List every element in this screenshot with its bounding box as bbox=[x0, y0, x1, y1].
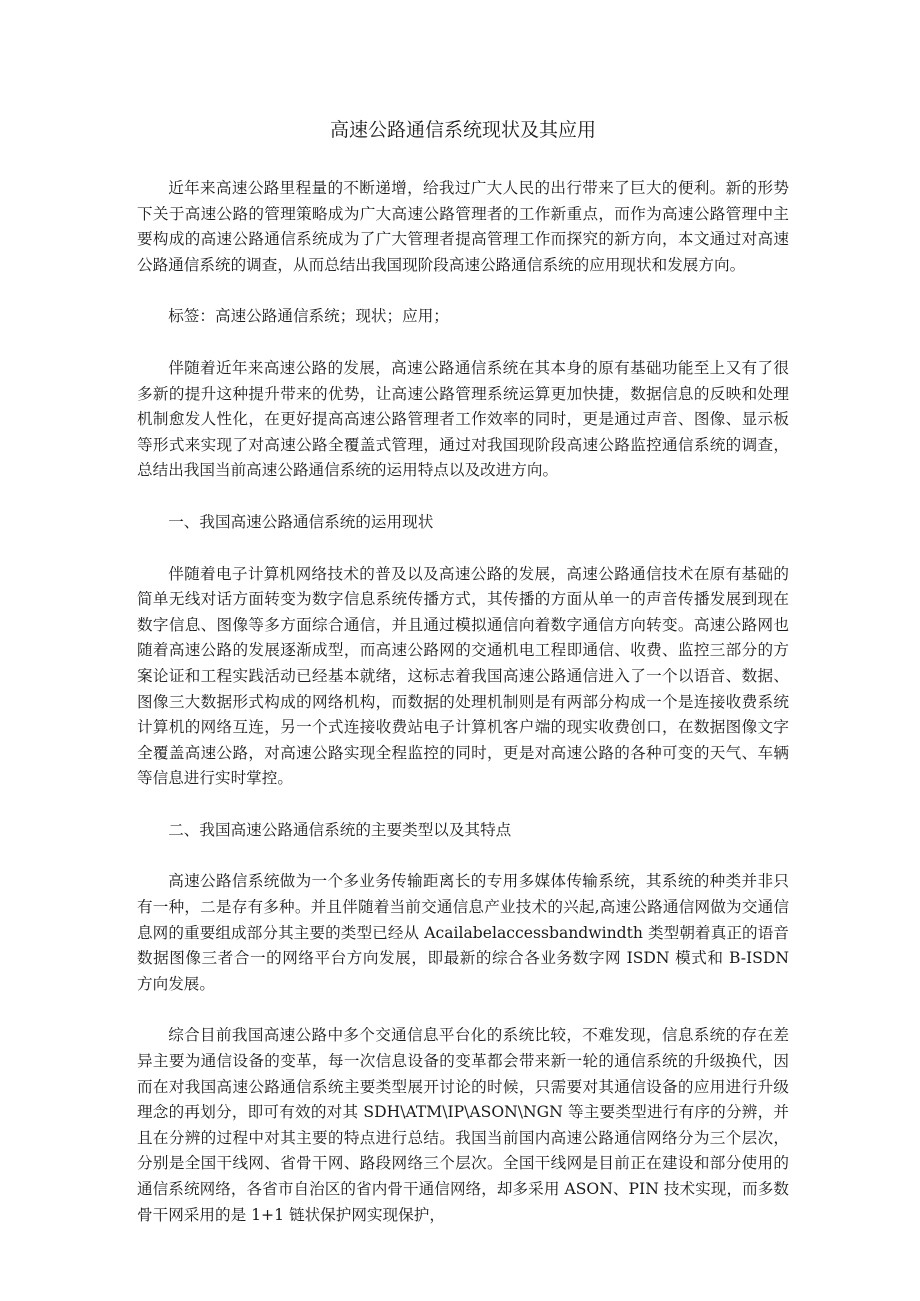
abstract-paragraph: 近年来高速公路里程量的不断递增，给我过广大人民的出行带来了巨大的便利。新的形势下关于高速公路的管理策略成为广大高速公路管理者的工作新重点，而作为高速公路管理中主要构成的高速公路通信系统成为了广大管理者提高管理工作而探究的新方向，本文通过对高速公路通信系统的调查，从而总结出我国现阶段高速公路通信系统的应用现状和发展方向。 bbox=[137, 179, 789, 274]
section1-paragraph: 伴随着电子计算机网络技术的普及以及高速公路的发展，高速公路通信技术在原有基础的简单无线对话方面转变为数字信息系统传播方式，其传播的方面从单一的声音传播发展到现在数字信息、图像等多方面综合通信，并且通过模拟通信向着数字通信方向转变。高速公路网也随着高速公路的发展逐渐成型，而高速公路网的交通机电工程即通信、收费、监控三部分的方案论证和工程实践活动已经基本就绪，这标志着我国高速公路通信进入了一个以语音、数据、图像三大数据形式构成的网络机构，而数据的处理机制则是有两部分构成一个是连接收费系统计算机的网络互连，另一个式连接收费站电子计算机客户端的现实收费创口，在数据图像文字全覆盖高速公路，对高速公路实现全程监控的同时，更是对高速公路的各种可变的天气、车辆等信息进行实时掌控。 bbox=[137, 564, 789, 788]
section1-heading: 一、我国高速公路通信系统的运用现状 bbox=[168, 512, 434, 531]
document-title: 高速公路通信系统现状及其应用 bbox=[329, 119, 596, 141]
keywords-line: 标签：高速公路通信系统；现状；应用； bbox=[168, 307, 449, 326]
section2-heading: 二、我国高速公路通信系统的主要类型以及其特点 bbox=[168, 820, 512, 839]
section2-paragraph-2: 综合目前我国高速公路中多个交通信息平台化的系统比较，不难发现，信息系统的存在差异主要为通信设备的变革，每一次信息设备的变革都会带来新一轮的通信系统的升级换代，因而在对我国高速公路通信系统主要类型展开讨论的时候，只需要对其通信设备的应用进行升级理念的再划分，即可有效的对其 SDH\ATM\IP\ASON\NGN 等主要类型进行有序的分辨，并且在分辨的过程中对其主要的特点进行总结。我国当前国内高速公路通信网络分为三个层次，分别是全国干线网、省骨干网、路段网络三个层次。全国干线网是目前正在建设和部分使用的通信系统网络，各省市自治区的省内骨干通信网络，却多采用 ASON、PIN 技术实现，而多数骨干网采用的是 1+1 链状保护网实现保护， bbox=[137, 1026, 789, 1224]
intro-paragraph: 伴随着近年来高速公路的发展，高速公路通信系统在其本身的原有基础功能至上又有了很多新的提升这种提升带来的优势，让高速公路管理系统运算更加快捷，数据信息的反映和处理机制愈发人性化，在更好提高高速公路管理者工作效率的同时，更是通过声音、图像、显示板等形式来实现了对高速公路全覆盖式管理，通过对我国现阶段高速公路监控通信系统的调查，总结出我国当前高速公路通信系统的运用特点以及改进方向。 bbox=[137, 358, 789, 480]
section2-paragraph-1: 高速公路信系统做为一个多业务传输距离长的专用多媒体传输系统，其系统的种类并非只有一种，二是存有多种。并且伴随着当前交通信息产业技术的兴起,高速公路通信网做为交通信息网的重要组成部分其主要的类型已经从 Acailabelaccessbandwindth 类型朝着真正的语音数据图像三者合一的网络平台方向发展，即最新的综合各业务数字网 ISDN 模式和 B-ISDN 方向发展。 bbox=[137, 872, 789, 993]
